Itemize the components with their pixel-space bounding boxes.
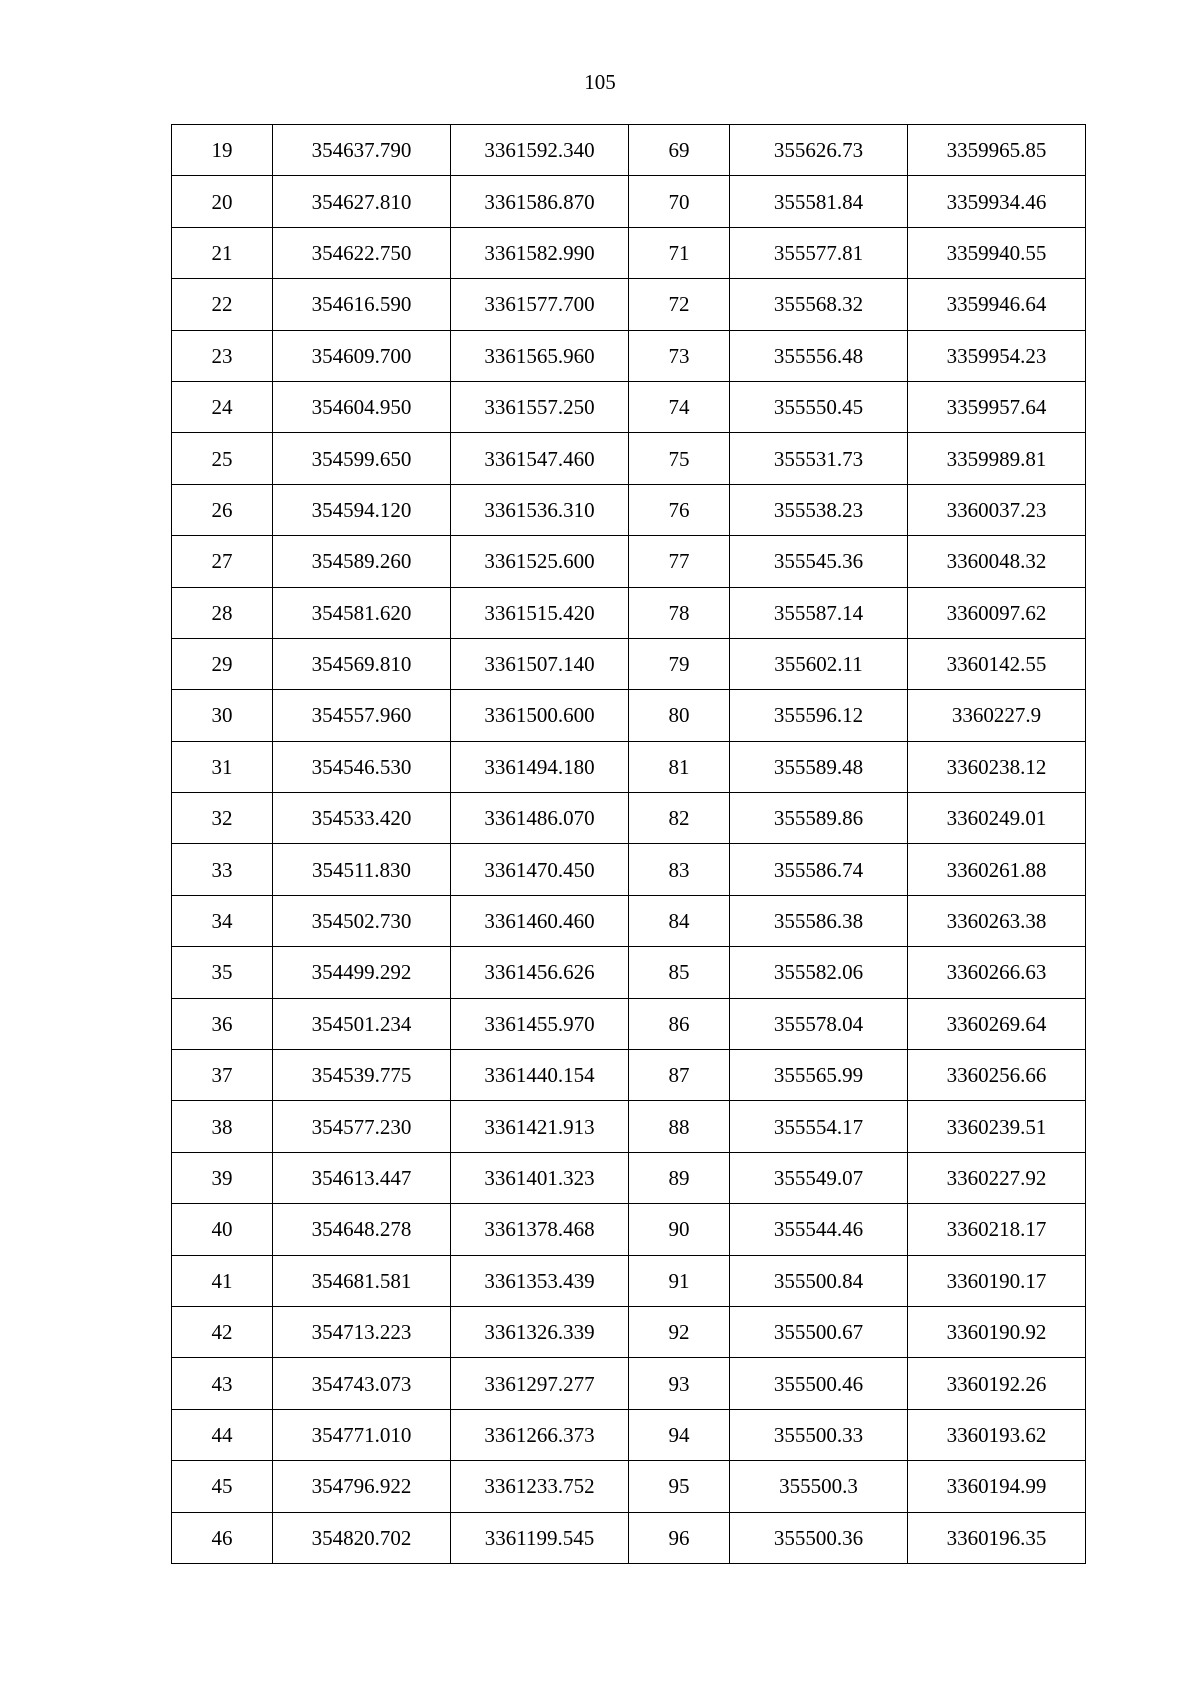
point-id-cell: 22 — [172, 279, 273, 330]
point-id-cell: 81 — [629, 741, 730, 792]
page-number: 105 — [584, 70, 616, 94]
table-row — [172, 1409, 1086, 1460]
y-coordinate-cell: 3361500.600 — [451, 690, 629, 741]
x-coordinate-cell: 354609.700 — [273, 330, 451, 381]
x-coordinate-cell: 355500.46 — [730, 1358, 908, 1409]
x-coordinate-cell: 354502.730 — [273, 895, 451, 946]
table-row — [172, 844, 1086, 895]
table-row — [172, 1512, 1086, 1563]
table-row — [172, 330, 1086, 381]
y-coordinate-cell: 3361536.310 — [451, 484, 629, 535]
x-coordinate-cell: 355626.73 — [730, 125, 908, 176]
point-id-cell: 77 — [629, 536, 730, 587]
y-coordinate-cell: 3360263.38 — [908, 895, 1086, 946]
x-coordinate-cell: 355577.81 — [730, 227, 908, 278]
table-row — [172, 227, 1086, 278]
point-id-cell: 80 — [629, 690, 730, 741]
table-row — [172, 741, 1086, 792]
y-coordinate-cell: 3361486.070 — [451, 793, 629, 844]
x-coordinate-cell: 354681.581 — [273, 1255, 451, 1306]
point-id-cell: 76 — [629, 484, 730, 535]
y-coordinate-cell: 3361326.339 — [451, 1306, 629, 1357]
y-coordinate-cell: 3361494.180 — [451, 741, 629, 792]
y-coordinate-cell: 3361440.154 — [451, 1050, 629, 1101]
point-id-cell: 44 — [172, 1409, 273, 1460]
point-id-cell: 36 — [172, 998, 273, 1049]
point-id-cell: 87 — [629, 1050, 730, 1101]
y-coordinate-cell: 3360266.63 — [908, 947, 1086, 998]
y-coordinate-cell: 3361565.960 — [451, 330, 629, 381]
y-coordinate-cell: 3360249.01 — [908, 793, 1086, 844]
coordinate-table-body — [172, 125, 1086, 1564]
point-id-cell: 72 — [629, 279, 730, 330]
x-coordinate-cell: 354743.073 — [273, 1358, 451, 1409]
y-coordinate-cell: 3361592.340 — [451, 125, 629, 176]
x-coordinate-cell: 354577.230 — [273, 1101, 451, 1152]
x-coordinate-cell: 354557.960 — [273, 690, 451, 741]
point-id-cell: 92 — [629, 1306, 730, 1357]
y-coordinate-cell: 3361199.545 — [451, 1512, 629, 1563]
x-coordinate-cell: 354627.810 — [273, 176, 451, 227]
point-id-cell: 24 — [172, 381, 273, 432]
point-id-cell: 37 — [172, 1050, 273, 1101]
x-coordinate-cell: 354771.010 — [273, 1409, 451, 1460]
point-id-cell: 93 — [629, 1358, 730, 1409]
x-coordinate-cell: 354594.120 — [273, 484, 451, 535]
y-coordinate-cell: 3361525.600 — [451, 536, 629, 587]
x-coordinate-cell: 354648.278 — [273, 1204, 451, 1255]
x-coordinate-cell: 355500.3 — [730, 1461, 908, 1512]
x-coordinate-cell: 354613.447 — [273, 1152, 451, 1203]
y-coordinate-cell: 3360238.12 — [908, 741, 1086, 792]
x-coordinate-cell: 355500.33 — [730, 1409, 908, 1460]
point-id-cell: 33 — [172, 844, 273, 895]
x-coordinate-cell: 355556.48 — [730, 330, 908, 381]
y-coordinate-cell: 3360142.55 — [908, 638, 1086, 689]
y-coordinate-cell: 3361586.870 — [451, 176, 629, 227]
table-row — [172, 1461, 1086, 1512]
point-id-cell: 85 — [629, 947, 730, 998]
x-coordinate-cell: 355596.12 — [730, 690, 908, 741]
x-coordinate-cell: 354637.790 — [273, 125, 451, 176]
x-coordinate-cell: 354589.260 — [273, 536, 451, 587]
y-coordinate-cell: 3361557.250 — [451, 381, 629, 432]
x-coordinate-cell: 355586.38 — [730, 895, 908, 946]
point-id-cell: 94 — [629, 1409, 730, 1460]
table-row — [172, 1358, 1086, 1409]
y-coordinate-cell: 3361470.450 — [451, 844, 629, 895]
table-row — [172, 793, 1086, 844]
x-coordinate-cell: 354581.620 — [273, 587, 451, 638]
table-row — [172, 484, 1086, 535]
y-coordinate-cell: 3360256.66 — [908, 1050, 1086, 1101]
y-coordinate-cell: 3361582.990 — [451, 227, 629, 278]
y-coordinate-cell: 3361297.277 — [451, 1358, 629, 1409]
y-coordinate-cell: 3361547.460 — [451, 433, 629, 484]
point-id-cell: 42 — [172, 1306, 273, 1357]
point-id-cell: 38 — [172, 1101, 273, 1152]
x-coordinate-cell: 355589.86 — [730, 793, 908, 844]
y-coordinate-cell: 3359954.23 — [908, 330, 1086, 381]
x-coordinate-cell: 355500.67 — [730, 1306, 908, 1357]
table-row — [172, 947, 1086, 998]
x-coordinate-cell: 354599.650 — [273, 433, 451, 484]
x-coordinate-cell: 354820.702 — [273, 1512, 451, 1563]
point-id-cell: 73 — [629, 330, 730, 381]
x-coordinate-cell: 355554.17 — [730, 1101, 908, 1152]
y-coordinate-cell: 3361266.373 — [451, 1409, 629, 1460]
table-row — [172, 998, 1086, 1049]
point-id-cell: 30 — [172, 690, 273, 741]
point-id-cell: 91 — [629, 1255, 730, 1306]
table-row — [172, 1050, 1086, 1101]
point-id-cell: 32 — [172, 793, 273, 844]
point-id-cell: 26 — [172, 484, 273, 535]
table-row — [172, 1255, 1086, 1306]
y-coordinate-cell: 3359989.81 — [908, 433, 1086, 484]
x-coordinate-cell: 355549.07 — [730, 1152, 908, 1203]
x-coordinate-cell: 354569.810 — [273, 638, 451, 689]
point-id-cell: 19 — [172, 125, 273, 176]
y-coordinate-cell: 3359934.46 — [908, 176, 1086, 227]
y-coordinate-cell: 3361460.460 — [451, 895, 629, 946]
point-id-cell: 34 — [172, 895, 273, 946]
point-id-cell: 74 — [629, 381, 730, 432]
x-coordinate-cell: 355550.45 — [730, 381, 908, 432]
x-coordinate-cell: 354533.420 — [273, 793, 451, 844]
y-coordinate-cell: 3359940.55 — [908, 227, 1086, 278]
y-coordinate-cell: 3360097.62 — [908, 587, 1086, 638]
x-coordinate-cell: 355538.23 — [730, 484, 908, 535]
table-row — [172, 536, 1086, 587]
point-id-cell: 28 — [172, 587, 273, 638]
point-id-cell: 90 — [629, 1204, 730, 1255]
point-id-cell: 88 — [629, 1101, 730, 1152]
y-coordinate-cell: 3360190.92 — [908, 1306, 1086, 1357]
point-id-cell: 83 — [629, 844, 730, 895]
y-coordinate-cell: 3360037.23 — [908, 484, 1086, 535]
x-coordinate-cell: 354616.590 — [273, 279, 451, 330]
table-row — [172, 279, 1086, 330]
x-coordinate-cell: 354511.830 — [273, 844, 451, 895]
point-id-cell: 84 — [629, 895, 730, 946]
point-id-cell: 75 — [629, 433, 730, 484]
x-coordinate-cell: 355589.48 — [730, 741, 908, 792]
y-coordinate-cell: 3360227.9 — [908, 690, 1086, 741]
y-coordinate-cell: 3359965.85 — [908, 125, 1086, 176]
y-coordinate-cell: 3361455.970 — [451, 998, 629, 1049]
point-id-cell: 45 — [172, 1461, 273, 1512]
x-coordinate-cell: 354604.950 — [273, 381, 451, 432]
point-id-cell: 96 — [629, 1512, 730, 1563]
y-coordinate-cell: 3360193.62 — [908, 1409, 1086, 1460]
x-coordinate-cell: 355581.84 — [730, 176, 908, 227]
table-row — [172, 638, 1086, 689]
point-id-cell: 39 — [172, 1152, 273, 1203]
point-id-cell: 86 — [629, 998, 730, 1049]
point-id-cell: 31 — [172, 741, 273, 792]
table-row — [172, 125, 1086, 176]
point-id-cell: 46 — [172, 1512, 273, 1563]
y-coordinate-cell: 3360196.35 — [908, 1512, 1086, 1563]
y-coordinate-cell: 3361577.700 — [451, 279, 629, 330]
point-id-cell: 21 — [172, 227, 273, 278]
y-coordinate-cell: 3360218.17 — [908, 1204, 1086, 1255]
x-coordinate-cell: 355545.36 — [730, 536, 908, 587]
point-id-cell: 43 — [172, 1358, 273, 1409]
x-coordinate-cell: 355565.99 — [730, 1050, 908, 1101]
y-coordinate-cell: 3361421.913 — [451, 1101, 629, 1152]
point-id-cell: 20 — [172, 176, 273, 227]
table-row — [172, 587, 1086, 638]
point-id-cell: 41 — [172, 1255, 273, 1306]
point-id-cell: 78 — [629, 587, 730, 638]
y-coordinate-cell: 3361401.323 — [451, 1152, 629, 1203]
point-id-cell: 25 — [172, 433, 273, 484]
x-coordinate-cell: 355587.14 — [730, 587, 908, 638]
point-id-cell: 40 — [172, 1204, 273, 1255]
table-row — [172, 1306, 1086, 1357]
table-row — [172, 690, 1086, 741]
point-id-cell: 29 — [172, 638, 273, 689]
y-coordinate-cell: 3361515.420 — [451, 587, 629, 638]
table-row — [172, 1152, 1086, 1203]
table-row — [172, 176, 1086, 227]
y-coordinate-cell: 3361378.468 — [451, 1204, 629, 1255]
x-coordinate-cell: 355568.32 — [730, 279, 908, 330]
point-id-cell: 95 — [629, 1461, 730, 1512]
y-coordinate-cell: 3360269.64 — [908, 998, 1086, 1049]
y-coordinate-cell: 3360192.26 — [908, 1358, 1086, 1409]
table-row — [172, 1204, 1086, 1255]
x-coordinate-cell: 354539.775 — [273, 1050, 451, 1101]
y-coordinate-cell: 3360048.32 — [908, 536, 1086, 587]
table-row — [172, 381, 1086, 432]
y-coordinate-cell: 3359957.64 — [908, 381, 1086, 432]
x-coordinate-cell: 354501.234 — [273, 998, 451, 1049]
y-coordinate-cell: 3361507.140 — [451, 638, 629, 689]
table-row — [172, 433, 1086, 484]
point-id-cell: 35 — [172, 947, 273, 998]
x-coordinate-cell: 354713.223 — [273, 1306, 451, 1357]
point-id-cell: 79 — [629, 638, 730, 689]
table-row — [172, 895, 1086, 946]
x-coordinate-cell: 354796.922 — [273, 1461, 451, 1512]
y-coordinate-cell: 3360227.92 — [908, 1152, 1086, 1203]
x-coordinate-cell: 355578.04 — [730, 998, 908, 1049]
x-coordinate-cell: 355582.06 — [730, 947, 908, 998]
x-coordinate-cell: 355586.74 — [730, 844, 908, 895]
y-coordinate-cell: 3360194.99 — [908, 1461, 1086, 1512]
point-id-cell: 82 — [629, 793, 730, 844]
point-id-cell: 23 — [172, 330, 273, 381]
y-coordinate-cell: 3360261.88 — [908, 844, 1086, 895]
point-id-cell: 71 — [629, 227, 730, 278]
y-coordinate-cell: 3361456.626 — [451, 947, 629, 998]
x-coordinate-cell: 355500.84 — [730, 1255, 908, 1306]
coordinate-table — [171, 124, 1086, 1564]
point-id-cell: 27 — [172, 536, 273, 587]
x-coordinate-cell: 355500.36 — [730, 1512, 908, 1563]
x-coordinate-cell: 355602.11 — [730, 638, 908, 689]
point-id-cell: 89 — [629, 1152, 730, 1203]
table-row — [172, 1101, 1086, 1152]
x-coordinate-cell: 354546.530 — [273, 741, 451, 792]
y-coordinate-cell: 3360239.51 — [908, 1101, 1086, 1152]
point-id-cell: 69 — [629, 125, 730, 176]
y-coordinate-cell: 3361233.752 — [451, 1461, 629, 1512]
x-coordinate-cell: 355531.73 — [730, 433, 908, 484]
y-coordinate-cell: 3359946.64 — [908, 279, 1086, 330]
y-coordinate-cell: 3360190.17 — [908, 1255, 1086, 1306]
y-coordinate-cell: 3361353.439 — [451, 1255, 629, 1306]
x-coordinate-cell: 354622.750 — [273, 227, 451, 278]
x-coordinate-cell: 354499.292 — [273, 947, 451, 998]
point-id-cell: 70 — [629, 176, 730, 227]
x-coordinate-cell: 355544.46 — [730, 1204, 908, 1255]
